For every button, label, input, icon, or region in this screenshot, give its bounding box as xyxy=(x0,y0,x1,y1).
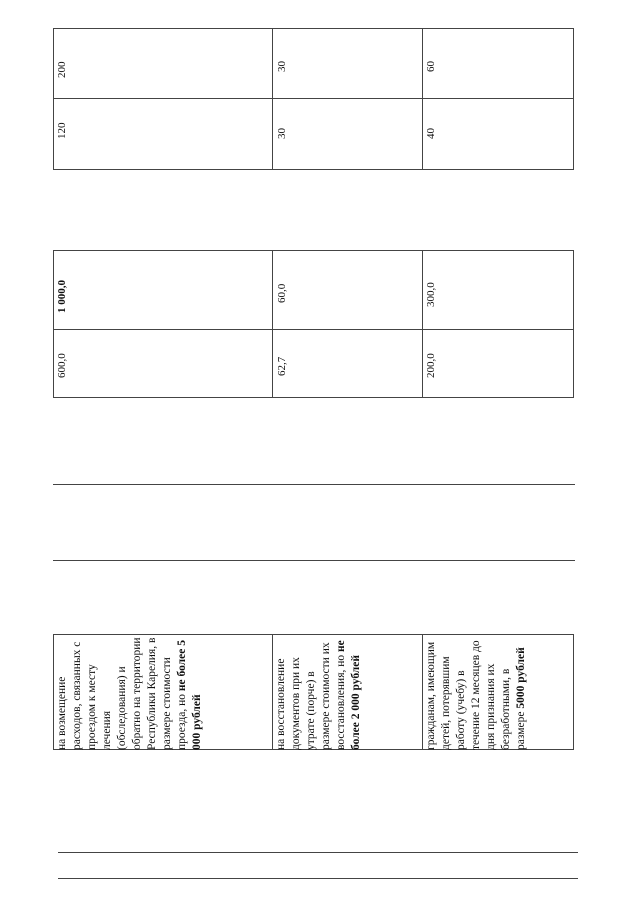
text-table-col-divider-1 xyxy=(272,634,273,750)
text-cell-1-plain: на возмещение расходов, связанных с проездом к месту лечения (обследования) и обратно на территории Республики Карелия, в размере стоимости проезда, но xyxy=(56,637,188,750)
top-r2-c1: 120 xyxy=(56,122,68,139)
mid-r2-c3: 200,0 xyxy=(425,353,437,378)
rule-line-2 xyxy=(53,560,575,561)
rule-line-3 xyxy=(58,852,578,853)
text-cell-1 xyxy=(55,636,205,750)
middle-table-col-divider-2 xyxy=(422,250,423,398)
text-cell-2-plain: на восстановление документов при их утрате (порче) в размере стоимости их восстановления, но xyxy=(275,642,347,750)
text-cell-3-plain: гражданам, имеющим детей, потерявшим работу (учебу) в течение 12 месяцев до дня признания их безработными, в размере xyxy=(425,640,527,750)
text-cell-2 xyxy=(274,636,364,750)
top-table-col-divider-2 xyxy=(422,28,423,170)
text-cell-3-bold: 5000 рублей xyxy=(515,647,527,709)
text-cell-3 xyxy=(424,636,529,750)
middle-table-row-divider xyxy=(53,329,574,330)
mid-r1-c1: 1 000,0 xyxy=(56,280,68,313)
top-r1-c1: 200 xyxy=(56,61,68,78)
middle-table-col-divider-1 xyxy=(272,250,273,398)
top-r2-c2: 30 xyxy=(276,128,288,139)
text-table-col-divider-2 xyxy=(422,634,423,750)
mid-r1-c3: 300,0 xyxy=(425,282,437,307)
top-r2-c3: 40 xyxy=(425,128,437,139)
mid-r1-c2: 60,0 xyxy=(276,283,288,303)
mid-r2-c1: 600,0 xyxy=(56,353,68,378)
text-cell-1-bold: не более 5 000 рублей xyxy=(176,640,203,750)
top-r1-c2: 30 xyxy=(276,61,288,72)
top-table xyxy=(53,28,574,170)
text-cell-2-bold: не более 2 000 рублей xyxy=(335,640,362,750)
top-table-col-divider-1 xyxy=(272,28,273,170)
top-r1-c3: 60 xyxy=(425,61,437,72)
top-table-row-divider xyxy=(53,98,574,99)
mid-r2-c2: 62,7 xyxy=(276,356,288,376)
rule-line-1 xyxy=(53,484,575,485)
rule-line-4 xyxy=(58,878,578,879)
middle-table xyxy=(53,250,574,398)
